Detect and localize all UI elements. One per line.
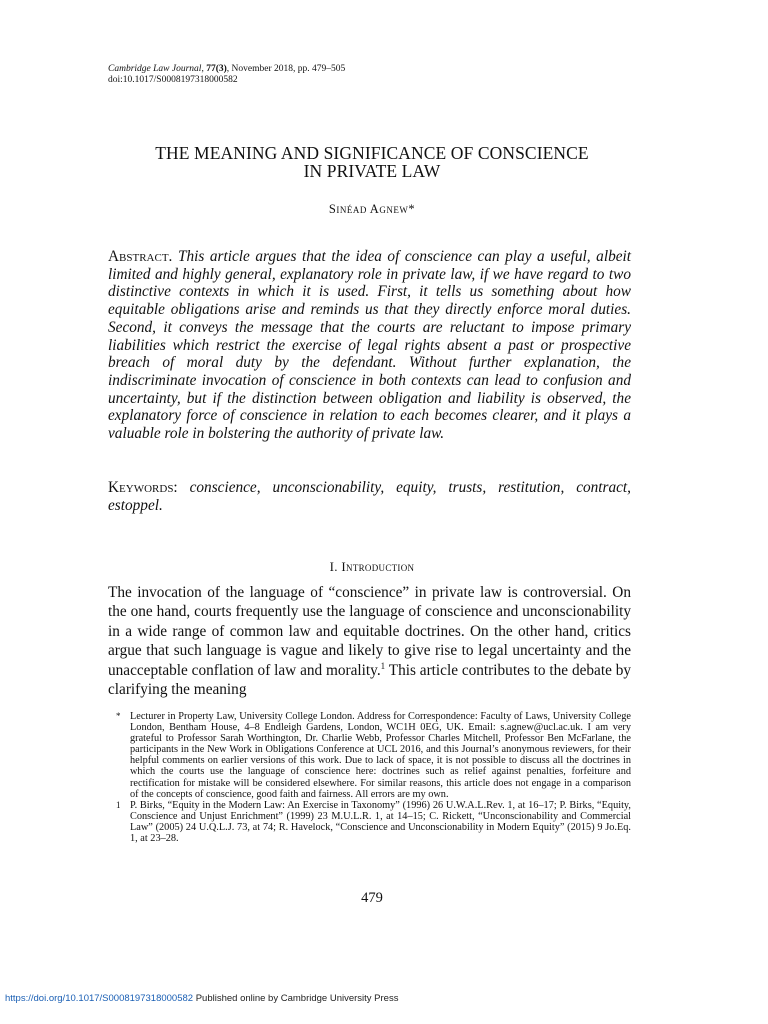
- publisher-footer: [5, 993, 398, 1004]
- footnote-ref-1[interactable]: 1: [380, 660, 386, 671]
- journal-details: , November 2018, pp. 479–505: [226, 64, 346, 74]
- footnote-text: P. Birks, “Equity in the Modern Law: An Exercise in Taxonomy” (1996) 26 U.W.A.L.Rev. 1, at 16–17; P. Birks, “Equity, Conscience and Unjust Enrichment” (1999) 23 M.U.L.R. 1, at 14–15; C. Rickett, “Unconscionability and Commercial Law” (2005) 24 U.Q.L.J. 73, at 74; R. Havelock, “Conscience and Unconscionability in Modern Equity” (2015) 9 Jo.Eq. 1, at 23–28.: [130, 799, 631, 845]
- abstract: [108, 248, 631, 443]
- footnote-text: Lecturer in Property Law, University College London. Address for Correspondence: Faculty of Laws, University College London, Bentham House, 4–8 Endleigh Gardens, London, WC1H 0EG, UK. Email: s.agnew@ucl.ac.uk. I am very grateful to Professor Sarah Worthington, Dr. Charlie Webb, Professor Charles Mitchell, Professor Ben McFarlane, the participants in the New Work in Obligations Conference at UCL 2016, and this Journal’s anonymous reviewers, for their helpful comments on earlier versions of this work. Due to lack of space, it is not possible to discuss all the doctrines in which the courts use the language of conscience here: doctrines such as relief against penalties, forfeiture and rectification for mistake will be considered elsewhere. For similar reasons, this article does not engage in a comparison of the concepts of conscience, good faith and fairness. All errors are my own.: [130, 711, 631, 800]
- doi-link[interactable]: https://doi.org/10.1017/S0008197318000582: [5, 993, 194, 1004]
- author-name: Sinéad Agnew*: [328, 202, 416, 216]
- footnote-1: [108, 800, 631, 844]
- title-line-1: THE MEANING AND SIGNIFICANCE OF CONSCIENCE: [155, 143, 589, 163]
- journal-citation: Cambridge Law Journal, 77(3), November 2018, pp. 479–505: [108, 64, 346, 74]
- article-title: [100, 144, 644, 180]
- body-paragraph: [108, 583, 631, 699]
- title-line-2: IN PRIVATE LAW: [303, 161, 441, 181]
- page-number: 479: [361, 890, 383, 906]
- keywords-text: conscience, unconscionability, equity, trusts, restitution, contract, estoppel.: [108, 479, 631, 514]
- footnote-author: [108, 711, 631, 800]
- abstract-label: Abstract.: [108, 248, 173, 265]
- keywords-label: Keywords:: [108, 479, 178, 496]
- keywords: [108, 479, 631, 514]
- body-text-1: The invocation of the language of “conscience” in private law is controversial. On the one hand, courts frequently use the language of conscience and unconscionability in a wide range of common law and equitable doctrines. On the other hand, critics argue that such language is vague and likely to give rise to legal uncertainty and the unacceptable conflation of law and morality.: [108, 584, 631, 679]
- journal-name: Cambridge Law Journal: [108, 64, 202, 74]
- footnotes: [108, 711, 631, 844]
- section-heading: I. Introduction: [329, 559, 415, 574]
- abstract-text: This article argues that the idea of conscience can play a useful, albeit limited and highly general, explanatory role in private law, if we have regard to two distinctive contexts in which it is used. First, it tells us something about how equitable obligations arise and reminds us that they directly enforce moral duties. Second, it conveys the message that the courts are reluctant to impose primary liabilities which restrict the exercise of legal rights absent a past or prospective breach of moral duty by the defendant. Without further explanation, the indiscriminate invocation of conscience in both contexts can lead to confusion and uncertainty, but if the distinction between obligation and liability is observed, the explanatory force of conscience in relation to each becomes clearer, and it plays a valuable role in bolstering the authority of private law.: [108, 248, 632, 443]
- body-text-2: This article contributes to the debate by clarifying the meaning: [108, 661, 632, 699]
- footnote-mark: 1: [116, 799, 121, 810]
- journal-header: [108, 64, 345, 86]
- journal-volume: 77(3): [206, 64, 227, 74]
- published-online-text: Published online by Cambridge University Press: [195, 993, 399, 1004]
- article-doi: doi:10.1017/S0008197318000582: [108, 75, 238, 85]
- footnote-mark: *: [116, 711, 121, 721]
